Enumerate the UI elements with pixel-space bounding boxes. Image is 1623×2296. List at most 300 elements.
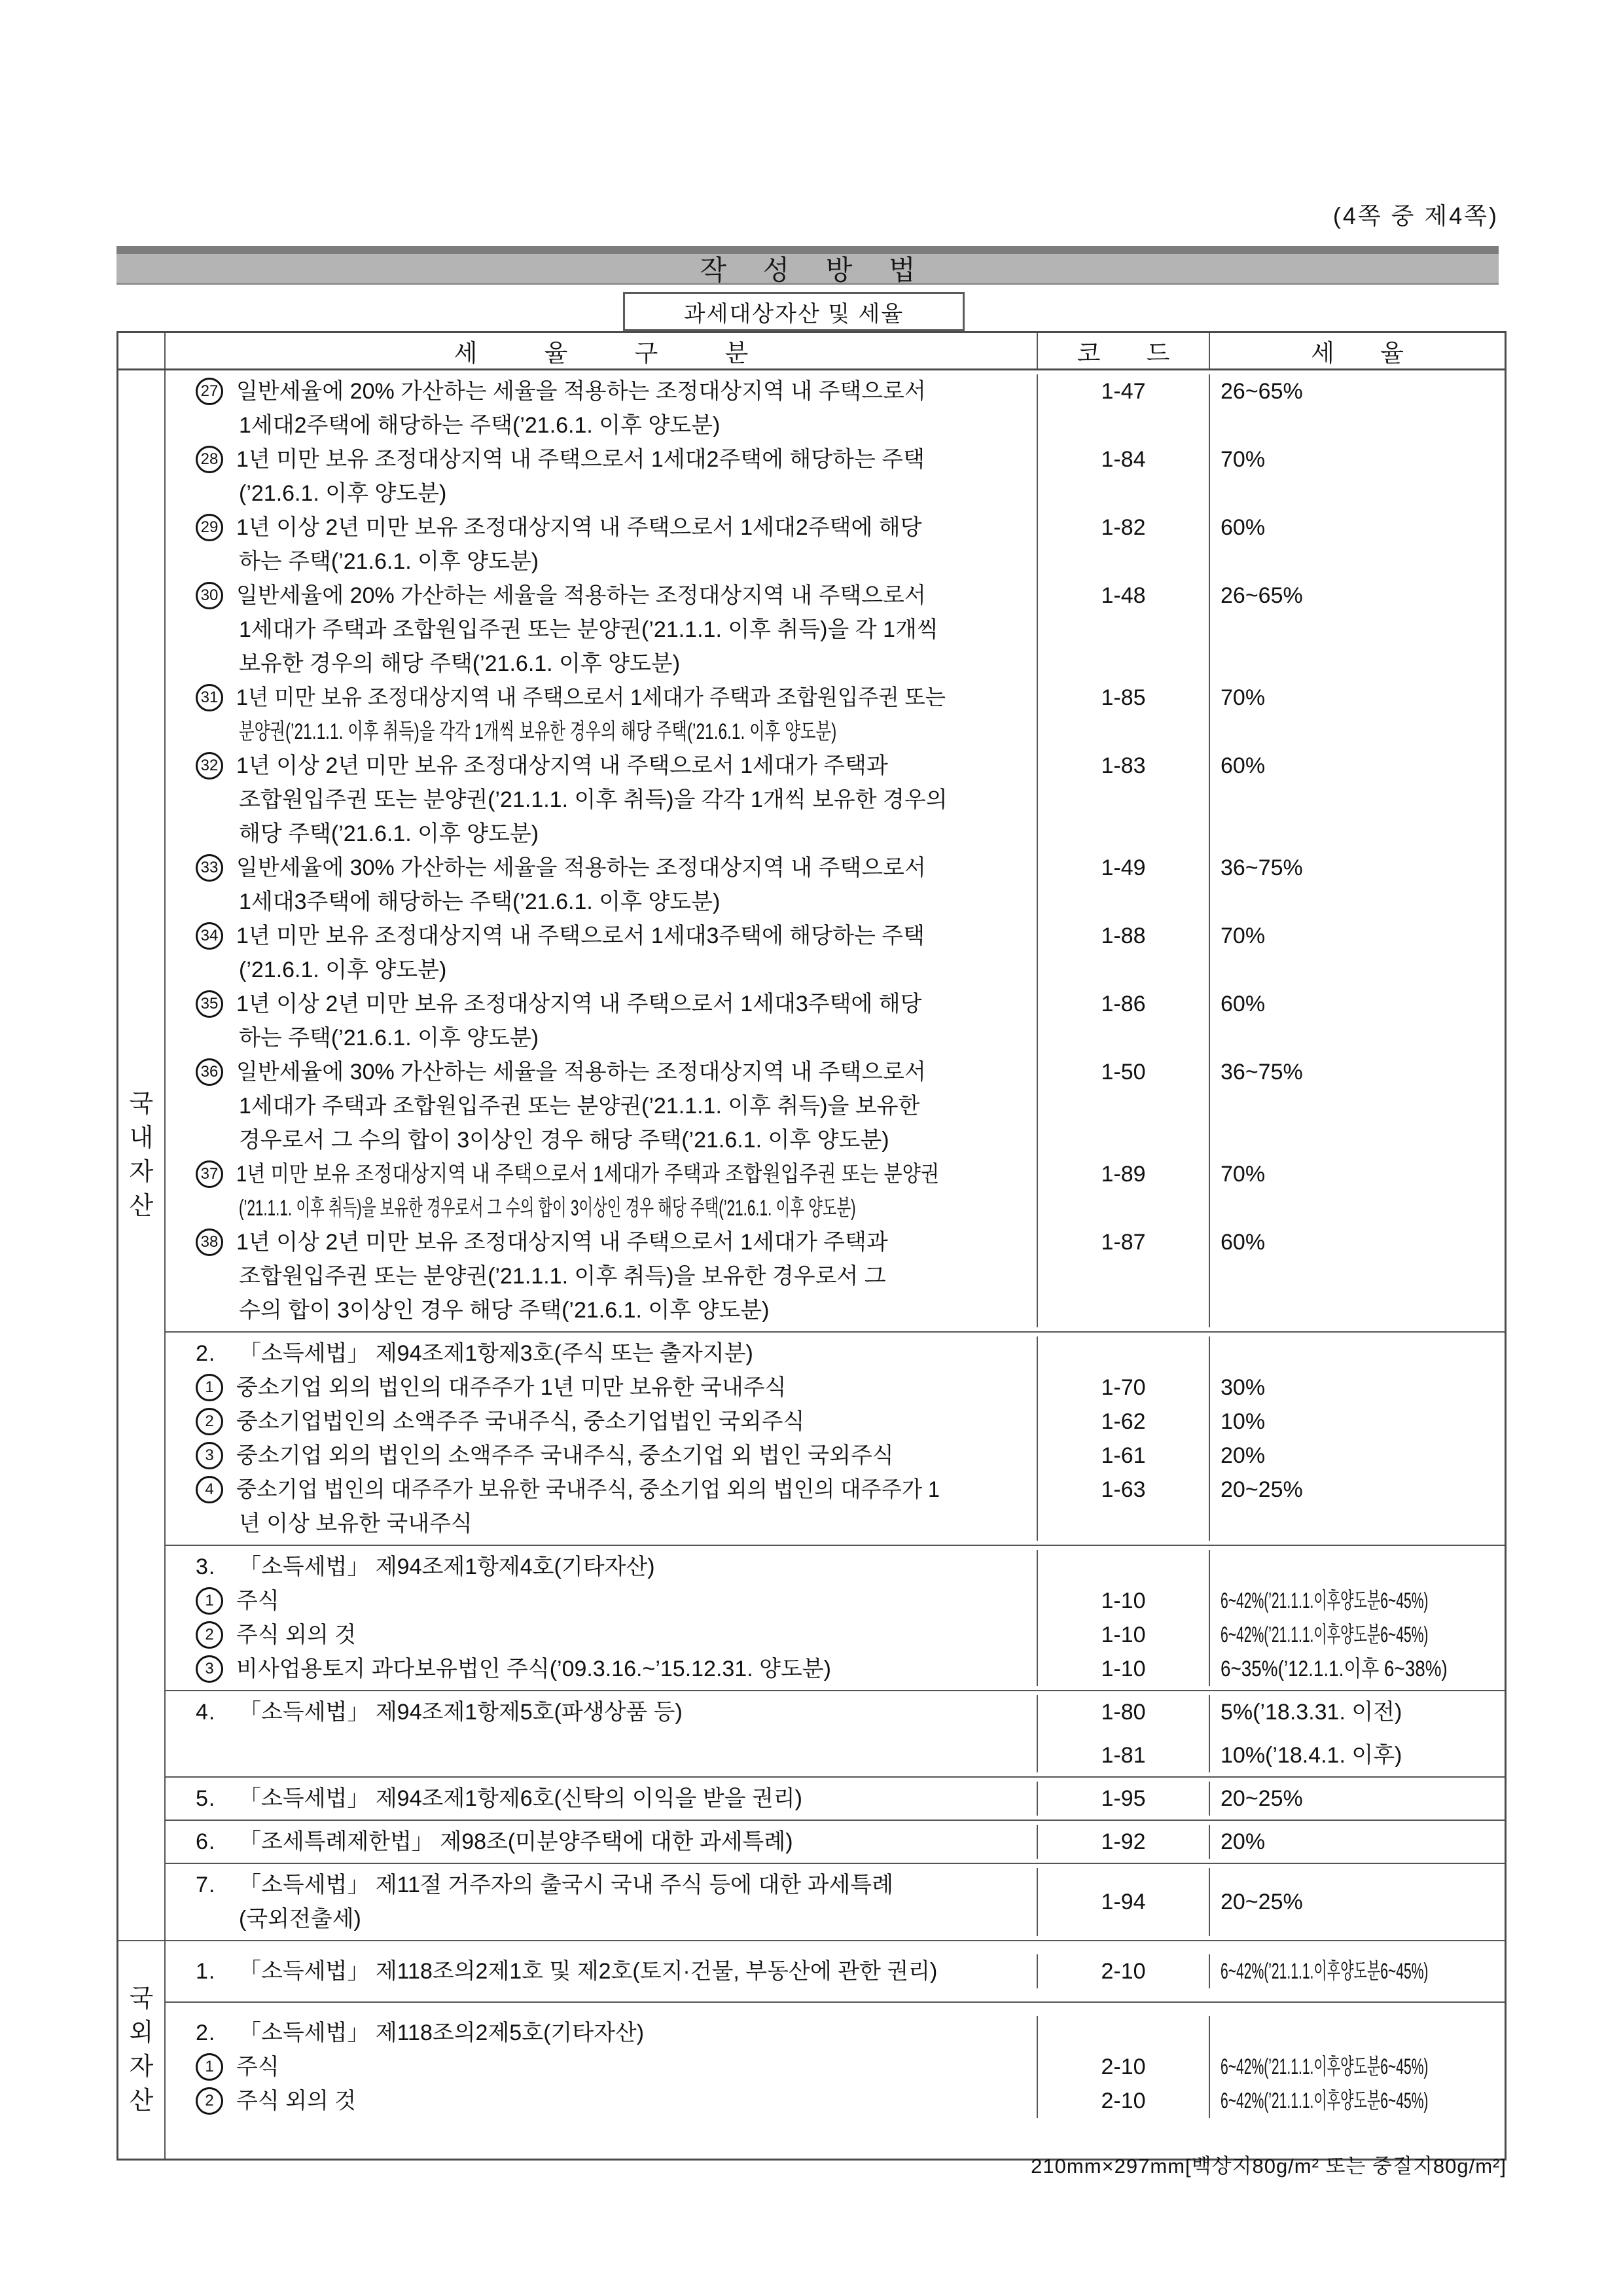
rate-cell (1209, 1825, 1505, 1859)
item-text-line (196, 987, 1031, 1021)
code-cell (1037, 1225, 1209, 1327)
table-section (166, 1776, 1505, 1820)
code-value: 1-85 (1101, 685, 1146, 710)
rate-text: 6~42%(’21.1.1.이후양도분6~45%) (1221, 2089, 1429, 2113)
code-cell (1037, 1405, 1209, 1439)
item-text-line (196, 1259, 1031, 1293)
rate-value (1221, 1618, 1505, 1652)
item-text-cell (166, 681, 1037, 749)
code-value: 1-62 (1101, 1409, 1146, 1434)
item-text-cell (166, 1439, 1037, 1473)
item-text: 주식 (236, 2054, 279, 2079)
item-text-cell (166, 1055, 1037, 1157)
rate-cell (1209, 1225, 1505, 1327)
item-text: 일반세율에 30% 가산하는 세율을 적용하는 조정대상지역 내 주택으로서 (236, 1060, 926, 1085)
side-label-char: 산 (129, 2087, 154, 2115)
item-marker: 2 (196, 1621, 223, 1649)
side-label (130, 1982, 154, 2118)
rate-value (1221, 1738, 1402, 1772)
rate-text: 60% (1221, 992, 1266, 1016)
table-row (166, 1782, 1505, 1816)
item-text-cell (166, 749, 1037, 851)
rate-text: 30% (1221, 1375, 1266, 1400)
item-text-cell (166, 374, 1037, 442)
item-marker: 35 (196, 990, 223, 1018)
code-value: 1-63 (1101, 1477, 1146, 1502)
item-text: (’21.6.1. 이후 양도분) (239, 481, 447, 506)
item-text-cell (166, 1225, 1037, 1327)
rate-cell (1209, 1473, 1505, 1541)
table-row (166, 374, 1505, 442)
code-cell (1037, 1652, 1209, 1686)
rate-text: 70% (1221, 685, 1266, 710)
rate-text: 20% (1221, 1443, 1266, 1468)
item-text: 「소득세법」 제118조의2제1호 및 제2호(토지·건물, 부동산에 관한 권리) (239, 1959, 938, 1984)
item-text-line (196, 613, 1031, 647)
subtitle-text: 과세대상자산 및 세율 (683, 301, 904, 327)
item-text-line (196, 1695, 1031, 1729)
rate-value (1221, 1782, 1303, 1816)
item-text-line (196, 476, 1031, 511)
table-row (166, 1825, 1505, 1859)
item-text-cell (166, 1473, 1037, 1541)
table-row (166, 1954, 1505, 1988)
table-section (166, 2001, 1505, 2159)
table-row (166, 1225, 1505, 1327)
item-text-line (196, 681, 1031, 715)
item-text: 1세대2주택에 해당하는 주택(’21.6.1. 이후 양도분) (239, 413, 721, 438)
table-header-side-cell (118, 333, 166, 368)
item-text: 「소득세법」 제94조제1항제4호(기타자산) (239, 1554, 655, 1579)
item-text: 1세대3주택에 해당하는 주택(’21.6.1. 이후 양도분) (239, 889, 721, 914)
rate-value (1221, 1825, 1265, 1859)
item-text-line (196, 1868, 1031, 1902)
table-row (166, 1868, 1505, 1936)
item-text-line (196, 579, 1031, 613)
code-cell (1037, 1618, 1209, 1652)
rate-text: 70% (1221, 447, 1266, 472)
code-value: 1-83 (1101, 753, 1146, 778)
code-cell (1037, 2016, 1209, 2050)
rate-text: 60% (1221, 1230, 1266, 1255)
code-value: 1-95 (1101, 1786, 1146, 1811)
table-row (166, 919, 1505, 987)
item-text-line (196, 749, 1031, 783)
code-value: 1-70 (1101, 1375, 1146, 1400)
table-row (166, 2050, 1505, 2084)
item-text: 주식 외의 것 (236, 1623, 357, 1647)
rate-value (1221, 1695, 1402, 1729)
rate-text: 10%(’18.4.1. 이후) (1221, 1743, 1402, 1768)
code-value: 1-10 (1101, 1657, 1146, 1681)
item-text: 1세대가 주택과 조합원입주권 또는 분양권(’21.1.1. 이후 취득)을 보유한 (239, 1094, 920, 1119)
item-marker: 31 (196, 684, 223, 711)
rate-cell (1209, 1550, 1505, 1584)
rate-text: 26~65% (1221, 583, 1303, 608)
code-value: 1-10 (1101, 1623, 1146, 1647)
item-text-line (196, 1954, 1031, 1988)
item-marker: 2 (196, 1408, 223, 1435)
rate-text: 70% (1221, 924, 1266, 948)
code-cell (1037, 851, 1209, 919)
item-text-cell (166, 511, 1037, 579)
item-text: 1년 미만 보유 조정대상지역 내 주택으로서 1세대2주택에 해당하는 주택 (236, 447, 925, 472)
code-value: 1-94 (1101, 1890, 1146, 1914)
rate-value (1221, 1405, 1265, 1439)
rate-value (1221, 2084, 1505, 2118)
table-row (166, 442, 1505, 511)
item-text-cell (166, 1652, 1037, 1686)
code-value: 1-48 (1101, 583, 1146, 608)
item-text: 경우로서 그 수의 합이 3이상인 경우 해당 주택(’21.6.1. 이후 양도분) (239, 1128, 889, 1153)
item-text-cell (166, 1157, 1037, 1225)
rate-value (1221, 1954, 1505, 1988)
rate-value (1221, 2050, 1505, 2084)
item-text: 해당 주택(’21.6.1. 이후 양도분) (239, 821, 539, 846)
rate-value (1221, 579, 1303, 613)
item-text-cell (166, 1550, 1037, 1584)
table-header-category: 세 율 구 분 (454, 340, 779, 367)
item-text-line (196, 2084, 1031, 2118)
item-text-cell (166, 851, 1037, 919)
item-text-line (196, 1021, 1031, 1055)
table-row (166, 987, 1505, 1055)
code-value: 1-81 (1101, 1743, 1146, 1768)
side-label-char: 자 (129, 1158, 154, 1186)
rate-value (1221, 1055, 1303, 1089)
item-text-line (196, 1439, 1031, 1473)
rate-cell (1209, 681, 1505, 749)
code-value: 1-47 (1101, 379, 1146, 404)
item-text-line (196, 1293, 1031, 1327)
code-cell (1037, 1473, 1209, 1541)
rate-text: 10% (1221, 1409, 1266, 1434)
table-row (166, 1618, 1505, 1652)
code-cell (1037, 579, 1209, 681)
code-cell (1037, 2050, 1209, 2084)
item-text: 주식 외의 것 (236, 2089, 357, 2113)
item-text: 1세대가 주택과 조합원입주권 또는 분양권(’21.1.1. 이후 취득)을 각 1개씩 (239, 617, 938, 642)
item-text: 1년 이상 2년 미만 보유 조정대상지역 내 주택으로서 1세대2주택에 해당 (236, 515, 922, 540)
item-text-line (196, 1902, 1031, 1936)
item-text-line (196, 1336, 1031, 1371)
rate-text: 26~65% (1221, 379, 1303, 404)
item-marker: 34 (196, 922, 223, 950)
rate-cell (1209, 579, 1505, 681)
item-marker: 2. (196, 2020, 216, 2045)
code-cell (1037, 1695, 1209, 1772)
code-value: 1-89 (1101, 1162, 1146, 1187)
item-text: 「소득세법」 제118조의2제5호(기타자산) (239, 2020, 645, 2045)
side-label-char: 내 (129, 1124, 154, 1152)
rate-text: 6~42%(’21.1.1.이후양도분6~45%) (1221, 1588, 1429, 1613)
subtitle-box (623, 292, 965, 331)
item-text-line (196, 1507, 1031, 1541)
item-text: 「조세특례제한법」 제98조(미분양주택에 대한 과세특례) (239, 1829, 793, 1854)
item-text-cell (166, 442, 1037, 511)
item-text: 주식 (236, 1588, 279, 1613)
code-value: 1-61 (1101, 1443, 1146, 1468)
rate-cell (1209, 374, 1505, 442)
rate-cell (1209, 1336, 1505, 1371)
item-text: 보유한 경우의 해당 주택(’21.6.1. 이후 양도분) (239, 651, 681, 676)
item-marker: 5. (196, 1786, 216, 1811)
code-cell (1037, 1550, 1209, 1584)
side-label-char: 산 (129, 1193, 154, 1220)
code-cell (1037, 919, 1209, 987)
code-value: 1-88 (1101, 924, 1146, 948)
item-text-cell (166, 1584, 1037, 1618)
code-value: 1-92 (1101, 1829, 1146, 1854)
item-text-cell (166, 1618, 1037, 1652)
code-cell (1037, 1439, 1209, 1473)
code-cell (1037, 374, 1209, 442)
rate-text: 36~75% (1221, 1060, 1303, 1085)
item-marker: 36 (196, 1058, 223, 1086)
code-value: 1-87 (1101, 1230, 1146, 1255)
item-marker: 1 (196, 1587, 223, 1615)
code-cell (1037, 1825, 1209, 1859)
rate-text: 36~75% (1221, 855, 1303, 880)
code-cell (1037, 511, 1209, 579)
code-value: 1-10 (1101, 1588, 1146, 1613)
rate-text: 6~42%(’21.1.1.이후양도분6~45%) (1221, 2054, 1429, 2079)
side-label-char: 국 (129, 1985, 154, 2013)
rate-text: 20~25% (1221, 1890, 1303, 1914)
code-value: 1-84 (1101, 447, 1146, 472)
rate-cell (1209, 2050, 1505, 2084)
code-cell (1037, 1868, 1209, 1936)
table-section (166, 1331, 1505, 1545)
rate-text: 20~25% (1221, 1786, 1303, 1811)
side-label-char: 국 (129, 1090, 154, 1118)
item-text: 일반세율에 20% 가산하는 세율을 적용하는 조정대상지역 내 주택으로서 (236, 583, 926, 608)
rate-cell (1209, 1868, 1505, 1936)
item-marker: 6. (196, 1829, 216, 1854)
item-text-line (196, 1405, 1031, 1439)
table-row (166, 1550, 1505, 1584)
item-text: (’21.1.1. 이후 취득)을 보유한 경우로서 그 수의 합이 3이상인 경우 해당 주택(’21.6.1. 이후 양도분) (239, 1196, 856, 1221)
item-text-line (196, 511, 1031, 545)
table-row (166, 2084, 1505, 2118)
item-text-cell (166, 1825, 1037, 1859)
item-marker: 3 (196, 1655, 223, 1683)
code-cell (1037, 749, 1209, 851)
code-value: 1-86 (1101, 992, 1146, 1016)
rate-cell (1209, 987, 1505, 1055)
rate-cell (1209, 919, 1505, 987)
item-text-line (196, 2050, 1031, 2084)
table-row (166, 1584, 1505, 1618)
item-text: 비사업용토지 과다보유법인 주식(’09.3.16.~’15.12.31. 양도분) (236, 1657, 831, 1681)
item-text: 1년 미만 보유 조정대상지역 내 주택으로서 1세대가 주택과 조합원입주권 또는 (236, 685, 946, 710)
item-marker: 38 (196, 1229, 223, 1256)
rate-text: 6~35%(’12.1.1.이후 6~38%) (1221, 1657, 1448, 1681)
item-text: 중소기업 외의 법인의 소액주주 국내주식, 중소기업 외 법인 국외주식 (236, 1443, 894, 1468)
rate-text: 60% (1221, 515, 1266, 540)
code-value: 2-10 (1101, 2089, 1146, 2113)
item-text-line (196, 885, 1031, 919)
code-cell (1037, 681, 1209, 749)
table-row (166, 851, 1505, 919)
table-row (166, 2016, 1505, 2050)
item-text-line (196, 851, 1031, 885)
paper-spec-note: 210mm×297mm[백상지80g/m² 또는 중질지80g/m²] (1031, 2155, 1507, 2178)
table-section (166, 1863, 1505, 1940)
item-marker: 1. (196, 1959, 216, 1984)
item-text-line (196, 1225, 1031, 1259)
item-text-cell (166, 1371, 1037, 1405)
code-cell (1037, 2084, 1209, 2118)
rate-cell (1209, 1439, 1505, 1473)
table-section (166, 1941, 1505, 2001)
table-row (166, 1405, 1505, 1439)
item-text: (’21.6.1. 이후 양도분) (239, 958, 447, 982)
table-row (166, 1336, 1505, 1371)
table-section (166, 1690, 1505, 1776)
item-text-cell (166, 919, 1037, 987)
code-cell (1037, 1782, 1209, 1816)
item-text: 1년 미만 보유 조정대상지역 내 주택으로서 1세대가 주택과 조합원입주권 또는 분양권 (236, 1162, 940, 1187)
item-text-cell (166, 1868, 1037, 1936)
table-header-rate: 세 율 (1209, 333, 1505, 368)
item-text: (국외전출세) (239, 1907, 361, 1931)
item-text: 「소득세법」 제94조제1항제5호(파생상품 등) (239, 1700, 683, 1725)
item-marker: 28 (196, 446, 223, 473)
code-cell (1037, 987, 1209, 1055)
table-body (118, 370, 1505, 2159)
item-marker: 1 (196, 1374, 223, 1401)
rate-value (1221, 919, 1265, 953)
item-text: 수의 합이 3이상인 경우 해당 주택(’21.6.1. 이후 양도분) (239, 1298, 770, 1323)
rate-cell (1209, 1405, 1505, 1439)
code-cell (1037, 1371, 1209, 1405)
item-text-line (196, 715, 1031, 749)
item-text-cell (166, 1405, 1037, 1439)
rate-value (1221, 374, 1303, 408)
code-cell (1037, 442, 1209, 511)
item-text: 1년 이상 2년 미만 보유 조정대상지역 내 주택으로서 1세대3주택에 해당 (236, 992, 922, 1016)
table-section (166, 370, 1505, 1331)
side-label-char: 외 (129, 2019, 154, 2047)
item-text-line (196, 817, 1031, 851)
item-marker: 4. (196, 1700, 216, 1725)
table-row (166, 1157, 1505, 1225)
code-value: 1-80 (1101, 1700, 1146, 1725)
item-text: 분양권(’21.1.1. 이후 취득)을 각각 1개씩 보유한 경우의 해당 주택(’21.6.1. 이후 양도분) (239, 719, 837, 744)
rate-cell (1209, 1652, 1505, 1686)
item-text: 중소기업법인의 소액주주 국내주식, 중소기업법인 국외주식 (236, 1409, 805, 1434)
side-cell (118, 370, 166, 1940)
item-marker: 3. (196, 1554, 216, 1579)
table-row (166, 1371, 1505, 1405)
table-row (166, 1473, 1505, 1541)
table-row (166, 579, 1505, 681)
item-marker: 3 (196, 1442, 223, 1469)
rate-value (1221, 511, 1265, 545)
rate-value (1221, 1371, 1265, 1405)
rate-value (1221, 442, 1265, 476)
item-marker: 7. (196, 1873, 216, 1897)
section-header-bar (116, 246, 1499, 285)
item-text: 조합원입주권 또는 분양권(’21.1.1. 이후 취득)을 각각 1개씩 보유한 경우의 (239, 787, 948, 812)
item-text: 중소기업 법인의 대주주가 보유한 국내주식, 중소기업 외의 법인의 대주주가 1 (236, 1477, 940, 1502)
item-text: 일반세율에 30% 가산하는 세율을 적용하는 조정대상지역 내 주택으로서 (236, 855, 926, 880)
item-marker: 27 (196, 378, 223, 405)
item-text-line (196, 1652, 1031, 1686)
item-text-cell (166, 2050, 1037, 2084)
item-text-line (196, 783, 1031, 817)
item-text-line (196, 1157, 1031, 1191)
rate-value (1221, 1584, 1505, 1618)
item-text: 하는 주택(’21.6.1. 이후 양도분) (239, 1026, 539, 1050)
item-text-line (196, 1371, 1031, 1405)
item-text: 1년 이상 2년 미만 보유 조정대상지역 내 주택으로서 1세대가 주택과 (236, 1230, 888, 1255)
rate-value (1221, 1225, 1265, 1259)
rate-cell (1209, 1157, 1505, 1225)
item-text-line (196, 1782, 1031, 1816)
item-text-line (196, 2016, 1031, 2050)
item-marker: 37 (196, 1160, 223, 1188)
item-text-line (196, 1550, 1031, 1584)
rate-value (1221, 987, 1265, 1021)
rate-text: 20~25% (1221, 1477, 1303, 1502)
rate-value (1221, 749, 1265, 783)
sections (166, 1941, 1505, 2159)
code-value: 2-10 (1101, 1959, 1146, 1984)
item-marker: 2. (196, 1341, 216, 1366)
sections (166, 370, 1505, 1940)
rate-cell (1209, 851, 1505, 919)
item-text-cell (166, 2016, 1037, 2050)
item-text: 「소득세법」 제94조제1항제6호(신탁의 이익을 받을 권리) (239, 1786, 802, 1811)
rate-cell (1209, 2084, 1505, 2118)
item-text-line (196, 442, 1031, 476)
rate-text: 60% (1221, 753, 1266, 778)
item-text: 1년 이상 2년 미만 보유 조정대상지역 내 주택으로서 1세대가 주택과 (236, 753, 888, 778)
table-row (166, 1695, 1505, 1772)
rate-cell (1209, 1618, 1505, 1652)
item-text-line (196, 1089, 1031, 1123)
item-text-line (196, 408, 1031, 442)
rate-value (1221, 1885, 1303, 1919)
tax-rate-table (116, 331, 1507, 2161)
item-text-line (196, 1191, 1031, 1225)
side-cell (118, 1941, 166, 2159)
table-section (166, 1545, 1505, 1690)
table-row (166, 1055, 1505, 1157)
side-label (130, 1087, 154, 1223)
item-text-line (196, 545, 1031, 579)
item-marker: 4 (196, 1476, 223, 1503)
asset-group (118, 1940, 1505, 2159)
code-cell (1037, 1584, 1209, 1618)
rate-cell (1209, 1055, 1505, 1157)
side-label-char: 자 (129, 2053, 154, 2081)
item-text: 1년 미만 보유 조정대상지역 내 주택으로서 1세대3주택에 해당하는 주택 (236, 924, 925, 948)
rate-cell (1209, 1782, 1505, 1816)
page-number-marker: (4쪽 중 제4쪽) (1332, 202, 1499, 229)
code-value: 1-49 (1101, 855, 1146, 880)
rate-cell (1209, 442, 1505, 511)
item-text-line (196, 1825, 1031, 1859)
code-cell (1037, 1055, 1209, 1157)
code-cell (1037, 1336, 1209, 1371)
item-text-line (196, 1584, 1031, 1618)
item-marker: 29 (196, 514, 223, 541)
item-text-line (196, 374, 1031, 408)
rate-cell (1209, 1584, 1505, 1618)
